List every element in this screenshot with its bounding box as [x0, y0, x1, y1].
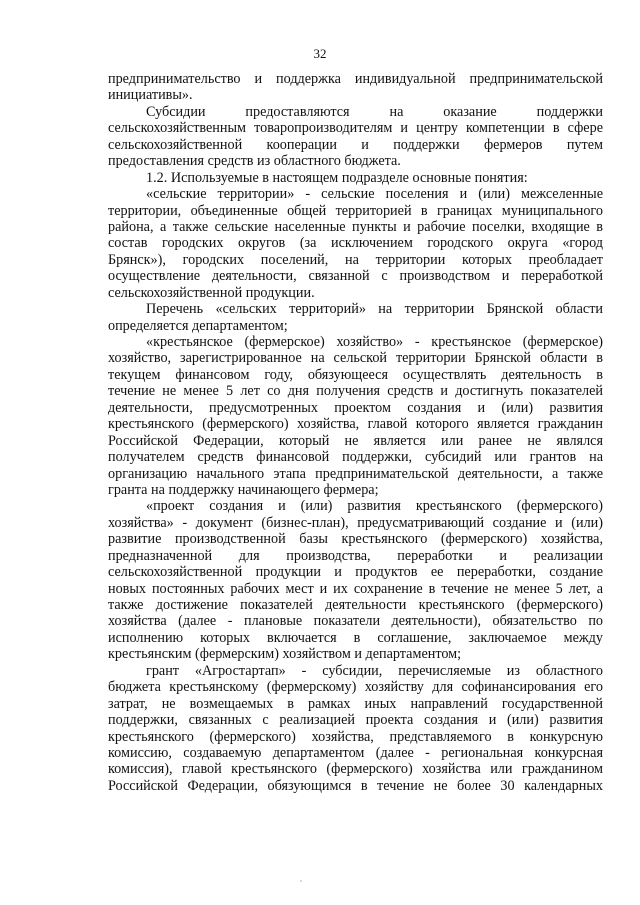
text-line: Перечень «сельских территорий» на территории Брянской области	[146, 301, 603, 318]
text-line: комиссию, создаваемую департаментом (далее - региональная конкурсная	[108, 744, 603, 761]
text-line: исполнению которых включается в соглашение, заключаемое между	[108, 629, 603, 646]
text-line: текущем финансовом году, обязующееся осуществлять деятельность в	[108, 366, 603, 383]
text-line: 1.2. Используемые в настоящем подразделе основные понятия:	[146, 169, 528, 186]
text-line: также достижение показателей деятельности крестьянского (фермерского)	[108, 597, 603, 613]
text-line: развитие производственной базы крестьянского (фермерского) хозяйства,	[108, 531, 603, 548]
text-line: хозяйства (далее - плановые показатели деятельности), обязательство по	[108, 613, 603, 630]
text-line: хозяйство, зарегистрированное на сельской территории Брянской области в	[108, 350, 603, 367]
text-line: предоставления средств из областного бюджета.	[108, 153, 401, 170]
text-line: сельскохозяйственным товаропроизводителям и центру компетенции в сфере	[108, 120, 603, 137]
text-line: деятельности, предусмотренных проектом создания и (или) развития	[108, 399, 603, 416]
text-line: определяется департаментом;	[108, 317, 288, 334]
text-line: осуществление деятельности, связанной с производством и переработкой	[108, 268, 603, 285]
text-line: Российской Федерации, обязующимся в течение не более 30 календарных	[108, 777, 603, 794]
text-line: района, а также сельские населенные пункты и рабочие поселки, входящие в	[108, 218, 603, 235]
text-line: грант «Агростартап» - субсидии, перечисляемые из областного	[146, 662, 603, 679]
text-line: комиссия), главой крестьянского (фермерского) хозяйства или гражданином	[108, 761, 603, 778]
text-line: крестьянским (фермерским) хозяйством и департаментом;	[108, 646, 462, 663]
text-line: новых постоянных рабочих мест и их сохранение в течение не менее 5 лет, а	[108, 580, 603, 597]
page-number: 32	[313, 46, 327, 61]
text-line: затрат, не возмещаемых в рамках иных направлений государственной	[108, 695, 603, 712]
scan-speck	[300, 880, 302, 882]
text-line: инициативы».	[108, 87, 193, 104]
text-line: хозяйства» - документ (бизнес-план), предусматривающий создание и (или)	[108, 514, 603, 531]
text-line: сельскохозяйственной продукции.	[108, 284, 315, 301]
text-line: бюджета крестьянскому (фермерскому) хозяйству для софинансирования его	[108, 679, 603, 696]
text-line: крестьянского (фермерского) хозяйства, представляемого в конкурсную	[108, 728, 603, 745]
text-line: получателем средств финансовой поддержки, субсидий или грантов на	[108, 449, 603, 466]
text-line: состав городских округов (за исключением городского округа «город	[108, 235, 603, 252]
text-line: крестьянского (фермерского) хозяйства, главой которого является гражданин	[108, 416, 603, 433]
text-line: гранта на поддержку начинающего фермера;	[108, 481, 379, 498]
text-line: Субсидии предоставляются на оказание поддержки	[146, 103, 603, 120]
text-line: «крестьянское (фермерское) хозяйство» - крестьянское (фермерское)	[146, 334, 603, 350]
text-line: предпринимательство и поддержка индивидуальной предпринимательской	[108, 71, 603, 87]
text-line: сельскохозяйственной кооперации и поддержки фермеров путем	[108, 136, 603, 153]
text-line: Брянск»), городских поселений, на территории которых преобладает	[108, 251, 603, 268]
text-line: поддержки, связанных с реализацией проекта создания и (или) развития	[108, 712, 603, 729]
text-line: предназначенной для производства, переработки и реализации	[108, 547, 603, 564]
text-line: сельскохозяйственной продукции и продуктов ее переработки, создание	[108, 564, 603, 581]
text-line: организацию начального этапа предпринимательской деятельности, а также	[108, 465, 603, 482]
text-line: «сельские территории» - сельские поселения и (или) межселенные	[146, 186, 603, 203]
document-body	[108, 71, 603, 794]
text-line: территории, объединенные общей территорией в границах муниципального	[108, 202, 603, 219]
text-line: «проект создания и (или) развития крестьянского (фермерского)	[146, 498, 603, 515]
text-line: Российской Федерации, который не является или ранее не являлся	[108, 432, 603, 449]
text-line: течение не менее 5 лет со дня получения средств и достигнуть показателей	[108, 383, 603, 400]
